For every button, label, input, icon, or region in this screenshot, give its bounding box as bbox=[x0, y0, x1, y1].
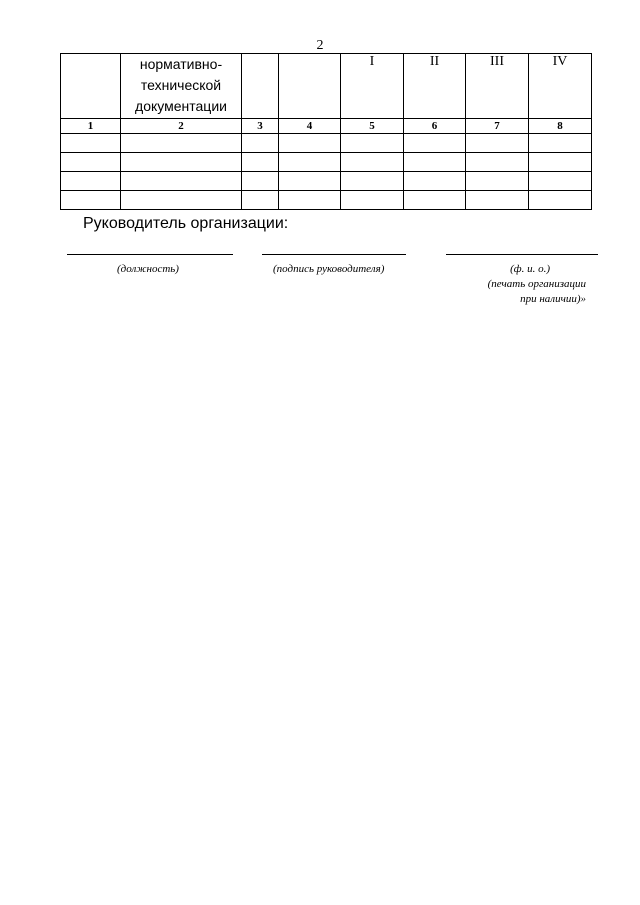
table-cell bbox=[61, 153, 121, 172]
column-number: 6 bbox=[404, 119, 466, 134]
header-cell-3 bbox=[242, 54, 279, 119]
column-number: 2 bbox=[121, 119, 242, 134]
name-seal-caption bbox=[440, 262, 586, 307]
data-table bbox=[60, 53, 592, 210]
table-cell bbox=[242, 191, 279, 210]
table-row bbox=[61, 153, 592, 172]
table-cell bbox=[61, 191, 121, 210]
header-cell-1 bbox=[61, 54, 121, 119]
table-cell bbox=[121, 134, 242, 153]
header-quarter-1: I bbox=[341, 54, 404, 119]
table-cell bbox=[242, 134, 279, 153]
position-caption: (должность) bbox=[117, 263, 179, 275]
table-cell bbox=[341, 134, 404, 153]
table-cell bbox=[466, 172, 529, 191]
table-cell bbox=[279, 172, 341, 191]
table-cell bbox=[279, 153, 341, 172]
header-text-line: нормативно- bbox=[139, 56, 223, 72]
table-header-row bbox=[61, 54, 592, 119]
table-cell bbox=[529, 172, 592, 191]
column-number: 3 bbox=[242, 119, 279, 134]
table-cell bbox=[529, 134, 592, 153]
table-cell bbox=[466, 153, 529, 172]
table-row bbox=[61, 191, 592, 210]
header-quarter-2: II bbox=[404, 54, 466, 119]
table-row bbox=[61, 172, 592, 191]
seal-caption-line2: при наличии)» bbox=[520, 293, 586, 305]
signature-caption: (подпись руководителя) bbox=[273, 263, 385, 275]
header-cell-4 bbox=[279, 54, 341, 119]
table-cell bbox=[341, 191, 404, 210]
position-signature-line bbox=[67, 254, 233, 255]
table-cell bbox=[121, 153, 242, 172]
table-cell bbox=[404, 191, 466, 210]
table-cell bbox=[466, 134, 529, 153]
table-cell bbox=[121, 191, 242, 210]
table-cell bbox=[529, 153, 592, 172]
column-number: 7 bbox=[466, 119, 529, 134]
header-text-line: документации bbox=[135, 98, 227, 114]
signature-line bbox=[262, 254, 406, 255]
table-cell bbox=[404, 134, 466, 153]
table-cell bbox=[242, 153, 279, 172]
page-number: 2 bbox=[316, 38, 324, 53]
header-text-line: технической bbox=[140, 77, 222, 93]
column-number: 8 bbox=[529, 119, 592, 134]
column-number: 1 bbox=[61, 119, 121, 134]
table-cell bbox=[529, 191, 592, 210]
column-number: 5 bbox=[341, 119, 404, 134]
table-cell bbox=[279, 191, 341, 210]
manager-label: Руководитель организации: bbox=[83, 215, 289, 232]
table-row bbox=[61, 134, 592, 153]
name-caption: (ф. и. о.) bbox=[510, 263, 550, 275]
column-number-row bbox=[61, 119, 592, 134]
table-cell bbox=[121, 172, 242, 191]
name-signature-line bbox=[446, 254, 598, 255]
table-cell bbox=[404, 153, 466, 172]
header-quarter-3: III bbox=[466, 54, 529, 119]
table-cell bbox=[404, 172, 466, 191]
table-cell bbox=[242, 172, 279, 191]
table-cell bbox=[341, 172, 404, 191]
table-cell bbox=[61, 134, 121, 153]
table-cell bbox=[466, 191, 529, 210]
header-cell-documentation bbox=[121, 54, 242, 119]
seal-caption-line1: (печать организации bbox=[487, 278, 586, 290]
column-number: 4 bbox=[279, 119, 341, 134]
table-cell bbox=[61, 172, 121, 191]
table-cell bbox=[341, 153, 404, 172]
header-quarter-4: IV bbox=[529, 54, 592, 119]
table-cell bbox=[279, 134, 341, 153]
